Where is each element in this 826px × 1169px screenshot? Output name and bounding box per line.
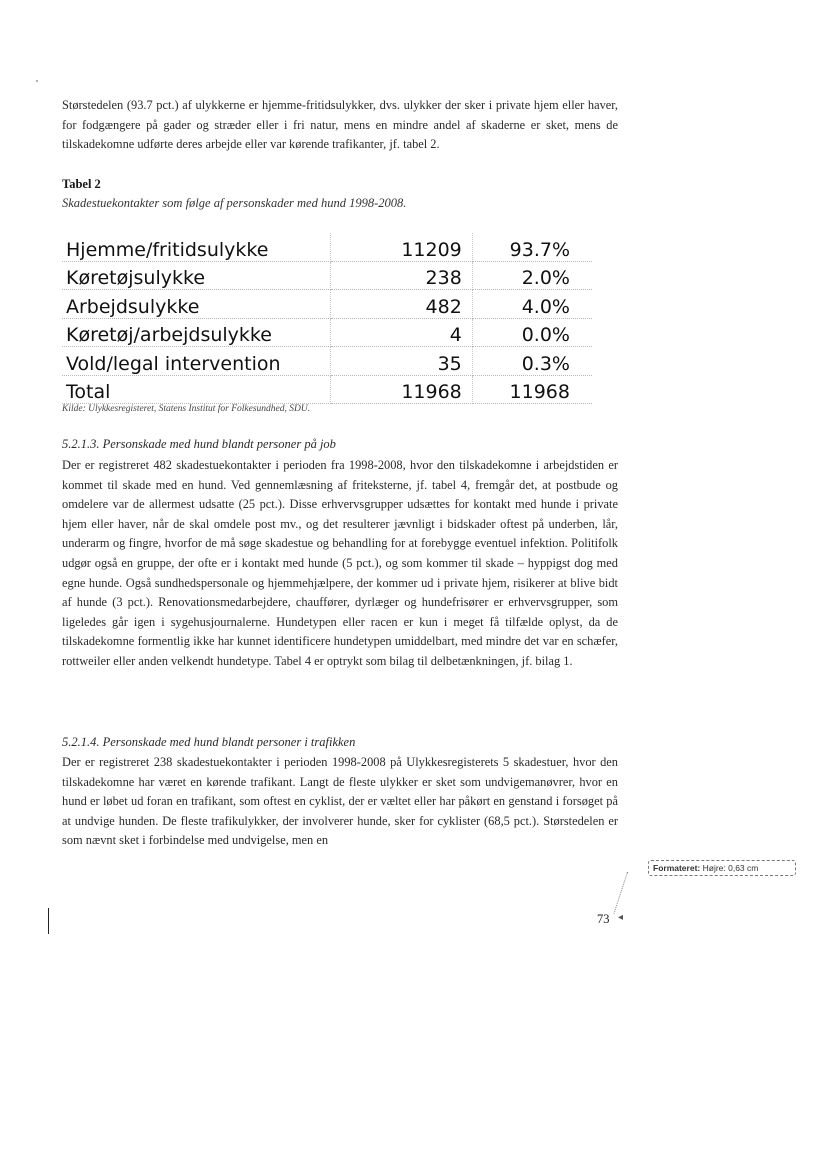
row-percent: 0.0% — [472, 318, 592, 347]
row-count: 11968 — [331, 375, 472, 404]
row-percent: 2.0% — [472, 261, 592, 290]
scan-speck — [36, 80, 38, 82]
row-percent: 93.7% — [472, 233, 592, 261]
row-label: Total — [62, 375, 331, 404]
row-count: 482 — [331, 290, 472, 319]
row-label: Arbejdsulykke — [62, 290, 331, 319]
row-percent: 4.0% — [472, 290, 592, 319]
row-count: 11209 — [331, 233, 472, 261]
intro-paragraph: Størstedelen (93.7 pct.) af ulykkerne er hjemme-fritidsulykker, dvs. ulykker der sker i private hjem eller haver, for fodgængere på gader og stræder eller i fri natur, mens en mindre andel af skaderne er sket, mens de tilskadekomne udførte deres arbejde eller var kørende trafikanter, jf. tabel 2. — [62, 98, 618, 152]
row-count: 35 — [331, 347, 472, 376]
section-paragraph-traffic: Der er registreret 238 skadestuekontakter i perioden 1998-2008 på Ulykkesregisterets 5 skadestuer, hvor den tilskadekomne har været en kørende trafikant. Langt de fleste ulykker er sket som undvigemanøvrer, hvor en hund er løbet ud foran en trafikant, som oftest en cyklist, der er væltet eller har påkørt en genstand i forsøget på at undvige hunden. De fleste trafikulykker, der involverer hunde, sker for cyklister (68,5 pct.). Størstedelen er som nævnt sket i forbindelse med undvigelse, men en — [62, 755, 618, 848]
section-heading-traffic: 5.2.1.4. Personskade med hund blandt personer i trafikken — [62, 735, 356, 749]
row-count: 238 — [331, 261, 472, 290]
row-percent: 11968 — [472, 375, 592, 404]
comment-connector-line — [613, 872, 628, 914]
comment-value: Højre: 0,63 cm — [702, 863, 759, 873]
table-caption: Skadestuekontakter som følge af personskader med hund 1998-2008. — [62, 196, 407, 210]
section-heading-job: 5.2.1.3. Personskade med hund blandt personer på job — [62, 437, 336, 451]
page-number: 73 — [597, 912, 610, 926]
table-row — [62, 290, 592, 319]
format-comment-balloon[interactable] — [648, 860, 796, 876]
row-percent: 0.3% — [472, 347, 592, 376]
table-row-total — [62, 375, 592, 404]
comment-label: Formateret: — [653, 863, 701, 873]
row-label: Køretøjsulykke — [62, 261, 331, 290]
change-bar — [48, 908, 49, 934]
table-row — [62, 233, 592, 261]
table-label: Tabel 2 — [62, 177, 101, 191]
table-row — [62, 261, 592, 290]
row-count: 4 — [331, 318, 472, 347]
table-source: Kilde: Ulykkesregisteret, Statens Institut for Folkesundhed, SDU. — [62, 404, 311, 414]
injury-table — [62, 233, 592, 404]
row-label: Hjemme/fritidsulykke — [62, 233, 331, 261]
table-row — [62, 347, 592, 376]
section-paragraph-job: Der er registreret 482 skadestuekontakter i perioden fra 1998-2008, hvor den tilskadekomne i arbejdstiden er kommet til skade med en hund. Ved gennemlæsning af friteksterne, jf. tabel 4, fremgår det, at postbude og omdelere var de allermest udsatte (25 pct.). Disse erhvervsgrupper udsættes for kontakt med hunde i private hjem eller haver, når de skal omdele post mv., og det resulterer jævnligt i bidskader oftest på underben, lår, underarm og fingre, hvorfor de må søge skadestue og behandling for at forebygge eventuel infektion. Politifolk udgør også en gruppe, der ofte er i kontakt med hunde (5 pct.), og som kommer til skade – hyppigst dog med egne hunde. Også sundhedspersonale og hjemmehjælpere, der kommer ud i private hjem, risikerer at blive bidt af hunde (3 pct.). Renovationsmedarbejdere, chauffører, dyrlæger og hundefrisører er erhvervsgrupper, som ligeledes går igen i sygehusjournalerne. Hundetypen eller racen er kun i meget få tilfælde oplyst, da de tilskadekomne formentlig ikke har kunnet identificere hundetypen umiddelbart, med mindre det var en schæfer, rottweiler eller anden velkendt hundetype. Tabel 4 er optrykt som bilag til delbetænkningen, jf. bilag 1. — [62, 458, 618, 668]
paragraph-mark-icon: ◂ — [618, 912, 624, 923]
row-label: Køretøj/arbejdsulykke — [62, 318, 331, 347]
row-label: Vold/legal intervention — [62, 347, 331, 376]
table-row — [62, 318, 592, 347]
